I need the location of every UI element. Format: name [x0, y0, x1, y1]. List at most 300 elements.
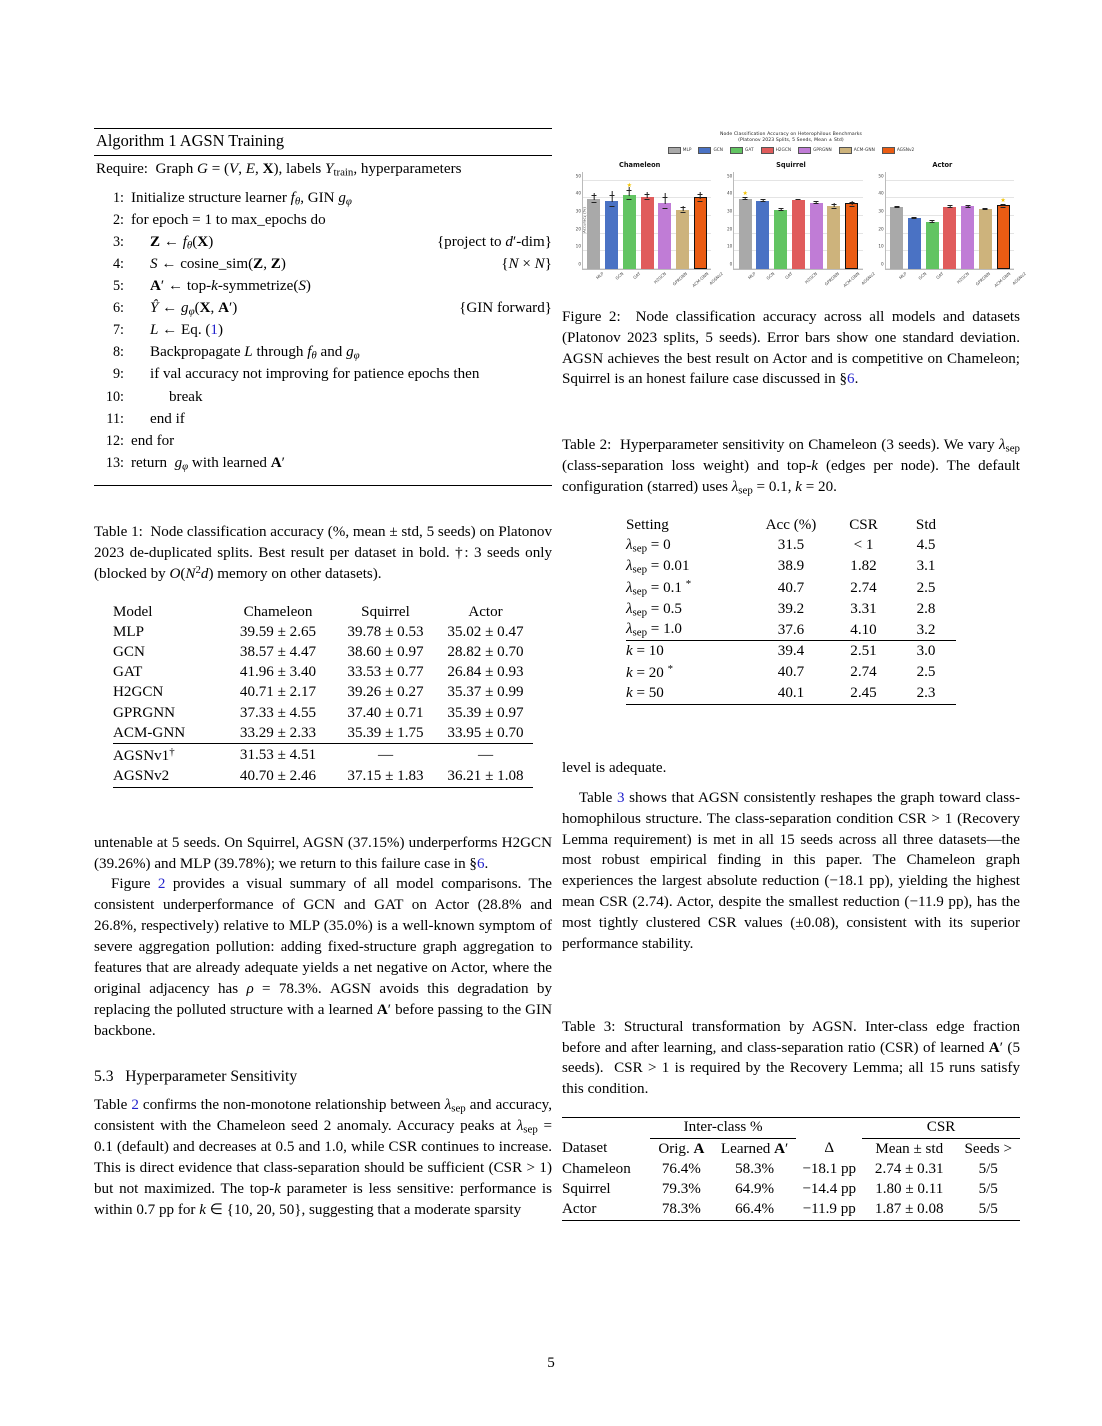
x-axis-tick: ACM-GNN [842, 270, 861, 289]
bar-h2gcn [792, 200, 805, 269]
error-bar [594, 193, 595, 200]
table-row [626, 536, 956, 557]
error-bar-cap [645, 194, 650, 195]
table-row [113, 663, 533, 683]
step-number: 5: [112, 278, 124, 295]
table-row [626, 599, 956, 620]
step-body: for epoch = 1 to max_epochs do [131, 211, 326, 228]
step-number: 3: [112, 233, 124, 250]
error-bar-cap [983, 208, 988, 209]
left-paragraph-2: Figure 2 provides a visual summary of all model comparisons. The consistent underperformance of GCN and GAT on Actor (28.8% and 26.8%, respectively) relative to MLP (35.0%) is a well-known symptom of severe aggregation pollution: adding fixed-structure graph aggregation to features that are already adequate yields a net negative on Actor, where the original adjacency has ρ = 78.3%. AGSN avoids this degradation by replacing the polluted structure with a learned A′ before passing to the GIN backbone. [94, 876, 553, 1039]
best-result-star-icon: ★ [742, 190, 748, 197]
x-axis-tick: AGSNv2 [1011, 270, 1027, 286]
table3-seeds: 5/5 [978, 1160, 998, 1177]
table3-header-row [562, 1139, 1020, 1160]
error-bar-cap [849, 202, 854, 203]
table2-header-cell: CSR [849, 517, 878, 534]
table3-delta: −11.9 pp [796, 1200, 862, 1221]
error-bar [700, 192, 701, 198]
y-axis-tick: 50 [726, 173, 733, 179]
legend-item [798, 147, 832, 154]
step-number: 11: [106, 410, 124, 427]
y-axis-tick: 20 [726, 226, 733, 232]
legend-label: H2GCN [775, 148, 792, 154]
chart-panel-chameleon [568, 160, 725, 292]
table1-header-row [113, 602, 533, 622]
chart-title [562, 128, 1020, 144]
table3-group-header: Inter-class % [650, 1117, 797, 1138]
bar-column [827, 172, 840, 269]
table1-value: 38.57 ± 4.47 [239, 644, 317, 660]
x-axis-tick: ACM-GNN [993, 270, 1012, 289]
bar-agsnv2 [997, 197, 1010, 269]
step-body: end for [131, 432, 175, 449]
x-axis-tick: MLP [595, 270, 606, 281]
error-bar-cap [965, 207, 970, 208]
legend-label: MLP [682, 148, 692, 154]
error-bar-cap [894, 207, 899, 208]
x-axis-tick: GAT [632, 270, 642, 281]
bar-mlp [587, 199, 600, 269]
table3-spacer [562, 1117, 650, 1138]
table2-setting: $\lambda_{sep} = 1.0$ [626, 621, 682, 639]
table2-header-cell: Acc (%) [765, 517, 817, 534]
best-result-star-icon: ★ [626, 182, 633, 189]
table1 [113, 602, 533, 788]
table1-value: 33.95 ± 0.70 [447, 724, 524, 741]
error-bar-cap [1001, 207, 1006, 208]
error-bar-cap [609, 195, 614, 196]
table2-caption: Table 2: Hyperparameter sensitivity on Chameleon (3 seeds). We vary $\lambda_{sep}$ (class-separation loss weight) and top-k (edges per node). The default configuration (starred) uses $\lambda_{sep} = 0.1$, k = 20. [562, 437, 1021, 497]
y-axis-tick: 0 [880, 261, 884, 267]
table-row [562, 1159, 1020, 1179]
y-axis-label: Accuracy (%) [581, 207, 587, 234]
table2-setting: k = 10 [626, 641, 751, 662]
legend-swatch-icon [839, 147, 852, 154]
table3-group-header-row [562, 1117, 1020, 1138]
algorithm-step [94, 301, 552, 323]
legend-item [668, 147, 692, 154]
table2-setting: k = 20 * [626, 663, 674, 682]
step-number: 9: [112, 366, 124, 383]
right-paragraph-1: Table 3 shows that AGSN consistently reshapes the graph toward class-homophilous structure. The class-separation condition CSR > 1 (Recovery Lemma requirement) is met in all 15 seeds across all three datasets—the most robust empirical finding in this paper. The Chameleon graph experiences the largest absolute reduction (−18.1 pp), yielding the highest mean CSR (2.74). Actor, despite the smallest reduction (−11.9 pp), has the most tightly clustered CSR values (±0.08), consistent with its superior performance stability. [562, 789, 1021, 952]
algorithm-step [94, 213, 552, 235]
table3-header-cell: Δ [824, 1140, 835, 1157]
bar-mlp [739, 190, 752, 269]
table1-model: MLP [113, 623, 145, 640]
table2-setting: $\lambda_{sep} = 0.5$ [626, 600, 682, 619]
step-body: Z ← $f_\theta(X)$ [150, 233, 214, 252]
table-row [113, 723, 533, 744]
table1-model: ACM-GNN [113, 724, 186, 741]
table-row [562, 1179, 1020, 1199]
bars-container [585, 172, 709, 269]
table1-value: 35.39 ± 0.97 [447, 704, 524, 721]
table2-acc: 31.5 [777, 537, 805, 554]
bar-gprgnn [961, 206, 974, 268]
algorithm-step [94, 367, 552, 389]
table2-csr: 2.74 [850, 579, 877, 596]
bar-acm-gnn [979, 209, 992, 269]
bar-column [605, 172, 618, 269]
algorithm-step [94, 257, 552, 279]
bar-column [694, 172, 707, 269]
bar-column [810, 172, 823, 269]
x-axis-ticks [582, 270, 725, 292]
table2-setting: $\lambda_{sep} = 0$ [626, 537, 671, 555]
legend-swatch-icon [798, 147, 811, 154]
table1-value: 35.39 ± 1.75 [347, 724, 424, 741]
step-number: 1: [112, 189, 124, 206]
x-axis-tick: GAT [935, 270, 945, 281]
x-axis-tick: MLP [746, 270, 757, 281]
step-body: break [169, 388, 203, 405]
table-row [113, 683, 533, 703]
bar-agsnv2 [845, 203, 858, 269]
y-axis-tick: 10 [878, 243, 884, 249]
table2-csr: 2.51 [831, 641, 896, 662]
table3-group-header: CSR [862, 1117, 1020, 1138]
table3-header-cell: Dataset [562, 1140, 608, 1157]
table3-spacer [796, 1117, 862, 1138]
algorithm-step [94, 456, 552, 478]
bar-gprgnn [810, 203, 823, 269]
table2-header-row [626, 515, 956, 535]
figure2 [562, 128, 1027, 290]
algorithm-step [94, 345, 552, 367]
legend-item [761, 147, 792, 154]
table3-delta: −18.1 pp [802, 1160, 857, 1177]
y-axis-tick: 50 [575, 173, 581, 179]
error-bar-cap [591, 195, 596, 196]
legend-swatch-icon [698, 147, 711, 154]
y-axis-tick: 10 [575, 243, 581, 249]
chart-title-main: Node Classification Accuracy on Heterophilous Benchmarks [719, 132, 863, 137]
table2-acc: 40.1 [751, 684, 831, 705]
legend-label: AGSNv2 [896, 148, 915, 154]
table-row [113, 766, 533, 787]
x-axis-tick: ACM-GNN [690, 270, 710, 289]
table3-learned: 64.9% [735, 1181, 775, 1198]
step-comment: {project to d′-dim} [436, 233, 552, 250]
bar-column [641, 172, 654, 269]
y-axis-tick: 30 [575, 208, 581, 214]
bar-column [845, 172, 858, 269]
left-paragraph-1: untenable at 5 seeds. On Squirrel, AGSN (37.15%) underperforms H2GCN (39.26%) and MLP (39.78%); we return to this failure case in §6. [94, 834, 552, 872]
x-axis-tick: GCN [916, 270, 928, 281]
y-axis-tick: 40 [726, 190, 733, 196]
bar-gcn [908, 218, 921, 269]
bar-acm-gnn [676, 210, 689, 269]
table-row [626, 556, 956, 577]
legend-label: GPRGNN [813, 148, 832, 154]
legend-swatch-icon [730, 147, 743, 154]
section-reference-link[interactable]: 6 [847, 371, 855, 388]
plot-area [726, 172, 862, 270]
section-number: 5.3 [94, 1067, 114, 1085]
table1-model: AGSNv2 [113, 766, 223, 787]
error-bar-cap [831, 208, 836, 209]
table1-value: — [333, 744, 438, 767]
error-bar-cap [912, 218, 917, 219]
table1-header-cell: Chameleon [243, 603, 313, 620]
table2-csr: 1.82 [850, 557, 877, 574]
table2-acc: 40.7 [777, 664, 805, 681]
table-row [113, 744, 533, 767]
x-axis-ticks [733, 270, 876, 292]
table2-setting: $\lambda_{sep} = 0.01$ [626, 557, 690, 576]
x-axis-tick: GAT [783, 270, 794, 281]
table-reference-link[interactable]: 3 [616, 789, 625, 806]
table-row [626, 577, 956, 599]
bar-column [943, 172, 956, 269]
legend-item [839, 147, 875, 154]
best-result-star-icon: ★ [1000, 197, 1006, 204]
table1-model: AGSNv1† [113, 744, 223, 767]
step-body: S ← cosine_sim(Z, Z) [150, 255, 286, 272]
table2-csr: 4.10 [850, 621, 877, 638]
bar-column [961, 172, 974, 269]
table2-std: 2.3 [896, 684, 956, 705]
algorithm-step [94, 191, 552, 213]
error-bar-cap [947, 205, 952, 206]
error-bar-cap [947, 207, 952, 208]
table-row [113, 622, 533, 642]
page-number: 5 [547, 1355, 555, 1371]
bar-column [739, 172, 752, 269]
table1-value: 26.84 ± 0.93 [447, 664, 524, 681]
table3-orig: 78.3% [650, 1200, 713, 1221]
error-bar-cap [627, 190, 632, 191]
legend-label: ACM-GNN [853, 148, 875, 154]
error-bar-cap [680, 212, 685, 213]
table1-value: 39.59 ± 2.65 [239, 623, 317, 640]
table2-std: 3.1 [916, 557, 936, 574]
table2-std: 2.5 [916, 664, 936, 681]
error-bar-cap [814, 201, 819, 202]
algorithm-block [94, 128, 552, 486]
figure2-caption: Figure 2: Node classification accuracy across all models and datasets (Platonov 2023 splits, 5 seeds). Error bars show one standard deviation. AGSN achieves the best result on Actor and is competitive on Chameleon; Squirrel is an honest failure case discussed in §6. [562, 309, 1020, 388]
chart-legend [562, 147, 1020, 154]
table2-acc: 39.4 [751, 641, 831, 662]
bar-h2gcn [943, 207, 956, 269]
y-axis-tick: 30 [878, 208, 884, 214]
table2-csr: < 1 [853, 537, 874, 554]
error-bar-cap [796, 199, 801, 200]
table1-value: 28.82 ± 0.70 [447, 644, 524, 660]
x-axis-ticks [885, 270, 1027, 292]
table2-setting: k = 50 [626, 684, 751, 705]
legend-swatch-icon [882, 147, 895, 154]
table1-model: GCN [113, 644, 145, 660]
error-bar-cap [983, 209, 988, 210]
table-row [626, 641, 956, 662]
error-bar-cap [814, 203, 819, 204]
right-paragraph-0: level is adequate. [562, 759, 667, 776]
algorithm-step [94, 323, 552, 345]
legend-item [882, 147, 914, 154]
panel-title: Squirrel [776, 160, 806, 169]
bar-gprgnn [658, 203, 671, 269]
table3-learned: 58.3% [735, 1160, 775, 1177]
table2-std: 3.0 [896, 641, 956, 662]
table1-value: 40.71 ± 2.17 [239, 684, 317, 701]
table2 [626, 515, 956, 704]
step-body: end if [150, 410, 185, 427]
step-body: Backpropagate L through $f_\theta$ and $g_\varphi$ [150, 344, 360, 362]
error-bar-cap [778, 208, 783, 209]
chart-panels [562, 160, 1027, 292]
table3-dataset: Actor [562, 1200, 650, 1221]
right-column [562, 128, 1027, 1221]
legend-item [730, 147, 754, 154]
legend-label: GCN [713, 148, 724, 154]
step-comment: {GIN forward} [459, 300, 552, 317]
left-paragraph-3: Table 2 confirms the non-monotone relationship between $\lambda_{sep}$ and accuracy, consistent with the Chameleon seed 2 anomaly. Accuracy peaks at $\lambda_{sep} = 0.1$ (default) and decreases at 0.5 and 1.0, while CSR continues to increase. This is direct evidence that class-separation should be sufficient (CSR > 1) but not maximized. The top-k parameter is less sensitive: performance is within 0.7 pp for k ∈ {10, 20, 50}, suggesting that a moderate sparsity [94, 1096, 553, 1219]
x-axis-tick: GCN [614, 270, 625, 281]
table1-header-cell: Actor [468, 603, 503, 620]
table2-std: 2.5 [916, 579, 936, 596]
table3 [562, 1117, 1020, 1221]
bar-gat [623, 182, 636, 269]
error-bar-cap [778, 210, 783, 211]
table1-value: 37.40 ± 0.71 [347, 704, 424, 721]
table2-setting: $\lambda_{sep} = 0.1$ * [626, 578, 692, 598]
error-bar-cap [591, 202, 596, 203]
bar-gat [774, 210, 787, 269]
table3-mean: 1.80 ± 0.11 [875, 1181, 944, 1198]
algorithm-title: Algorithm 1 AGSN Training [96, 131, 285, 150]
bar-column [774, 172, 787, 269]
error-bar-cap [627, 199, 632, 200]
table1-value: 40.70 ± 2.46 [223, 766, 333, 787]
x-axis-tick: GCN [765, 270, 776, 281]
table2-header-cell: Std [915, 517, 937, 534]
equation-reference-link[interactable]: 1 [210, 322, 218, 339]
table3-mean: 2.74 ± 0.31 [874, 1160, 944, 1177]
step-number: 12: [105, 432, 124, 449]
error-bar-cap [930, 222, 935, 223]
bar-agsnv2 [694, 197, 707, 269]
table2-acc: 37.6 [777, 621, 805, 638]
table1-value: — [438, 744, 533, 767]
y-axis-tick: 40 [878, 190, 884, 196]
table3-header-cell: Orig. A [658, 1140, 705, 1157]
table-row [113, 703, 533, 723]
table1-value: 39.78 ± 0.53 [347, 623, 424, 640]
error-bar-cap [760, 201, 765, 202]
error-bar-cap [680, 207, 685, 208]
table3-mean: 1.87 ± 0.08 [862, 1200, 956, 1221]
y-axis-tick: 30 [726, 208, 733, 214]
x-axis-tick: GPRGNN [974, 270, 992, 287]
algorithm-step [94, 279, 552, 301]
table3-header-cell: Mean ± std [875, 1140, 944, 1157]
y-axis-tick: 20 [878, 226, 884, 232]
y-axis-tick: 40 [575, 190, 581, 196]
bar-acm-gnn [827, 206, 840, 268]
step-number: 4: [112, 255, 124, 272]
step-body: return $g_\varphi$ with learned A′ [131, 454, 285, 473]
bar-column [792, 172, 805, 269]
x-axis-tick: H2GCN [803, 270, 819, 285]
y-axis-tick: 10 [726, 243, 733, 249]
y-axis-tick: 50 [878, 173, 884, 179]
error-bar-cap [760, 199, 765, 200]
table2-acc: 40.7 [777, 579, 805, 596]
table1-value: 35.37 ± 0.99 [447, 684, 524, 701]
table2-csr: 2.74 [850, 664, 877, 681]
error-bar-cap [698, 194, 703, 195]
table-row [626, 662, 956, 684]
table1-value: 36.21 ± 1.08 [438, 766, 533, 787]
section-title: Hyperparameter Sensitivity [125, 1067, 298, 1085]
table1-value: 37.15 ± 1.83 [333, 766, 438, 787]
left-column [94, 128, 552, 1221]
error-bar-cap [645, 199, 650, 200]
table-reference-link[interactable]: 2 [131, 1096, 139, 1113]
section-reference-link[interactable]: 6 [476, 855, 485, 872]
step-number: 8: [112, 344, 124, 361]
bar-h2gcn [641, 197, 654, 269]
table3-header-cell: Learned A′ [720, 1140, 789, 1157]
step-number: 7: [112, 322, 124, 339]
bar-gcn [605, 201, 618, 269]
table3-caption: Table 3: Structural transformation by AGSN. Inter-class edge fraction before and after learning, and class-separation ratio (CSR) of learned A′ (5 seeds). CSR > 1 is required by the Recovery Lemma; all 15 runs satisfy this condition. [562, 1018, 1020, 1098]
algorithm-step [94, 434, 552, 456]
chart-panel-actor [871, 160, 1027, 292]
figure-reference-link[interactable]: 2 [157, 876, 166, 893]
table1-value: 33.29 ± 2.33 [239, 724, 317, 741]
table1-header-cell: Model [113, 603, 153, 620]
step-body: Ŷ ← $g_\varphi(X$, A′) [150, 300, 238, 318]
table-row [626, 684, 956, 705]
legend-label: GAT [745, 148, 754, 154]
legend-swatch-icon [668, 147, 681, 154]
error-bar-cap [662, 197, 667, 198]
y-axis-tick: 0 [729, 261, 733, 267]
step-number: 10: [105, 388, 124, 405]
table1-value: 38.60 ± 0.97 [347, 644, 424, 660]
bar-column [890, 172, 903, 269]
x-axis-tick: AGSNv2 [708, 270, 725, 286]
error-bar-cap [930, 220, 935, 221]
table1-value: 33.53 ± 0.77 [347, 664, 424, 681]
x-axis-tick: H2GCN [652, 270, 668, 285]
y-axis-tick: 0 [578, 261, 581, 267]
algorithm-steps [94, 183, 552, 485]
error-bar-cap [609, 206, 614, 207]
table1-value: 41.96 ± 3.40 [239, 664, 317, 681]
bar-column [997, 172, 1010, 269]
error-bar-cap [743, 199, 748, 200]
table3-seeds: 5/5 [956, 1200, 1020, 1221]
bar-column [658, 172, 671, 269]
step-number: 13: [105, 454, 124, 471]
step-number: 2: [112, 211, 124, 228]
step-body: A′ ← top-k-symmetrize(S) [150, 278, 311, 295]
table1-value: 39.26 ± 0.27 [347, 684, 424, 701]
table2-acc: 38.9 [777, 557, 805, 574]
table2-csr: 2.45 [831, 684, 896, 705]
table-row [113, 642, 533, 662]
bar-gcn [756, 201, 769, 269]
table3-seeds: 5/5 [978, 1181, 998, 1198]
chart-subtitle: (Platonov 2023 Splits, 5 Seeds, Mean ± Std) [738, 138, 844, 144]
error-bar [665, 193, 666, 204]
plot-area [878, 172, 1014, 270]
x-axis-tick: AGSNv2 [859, 270, 876, 286]
